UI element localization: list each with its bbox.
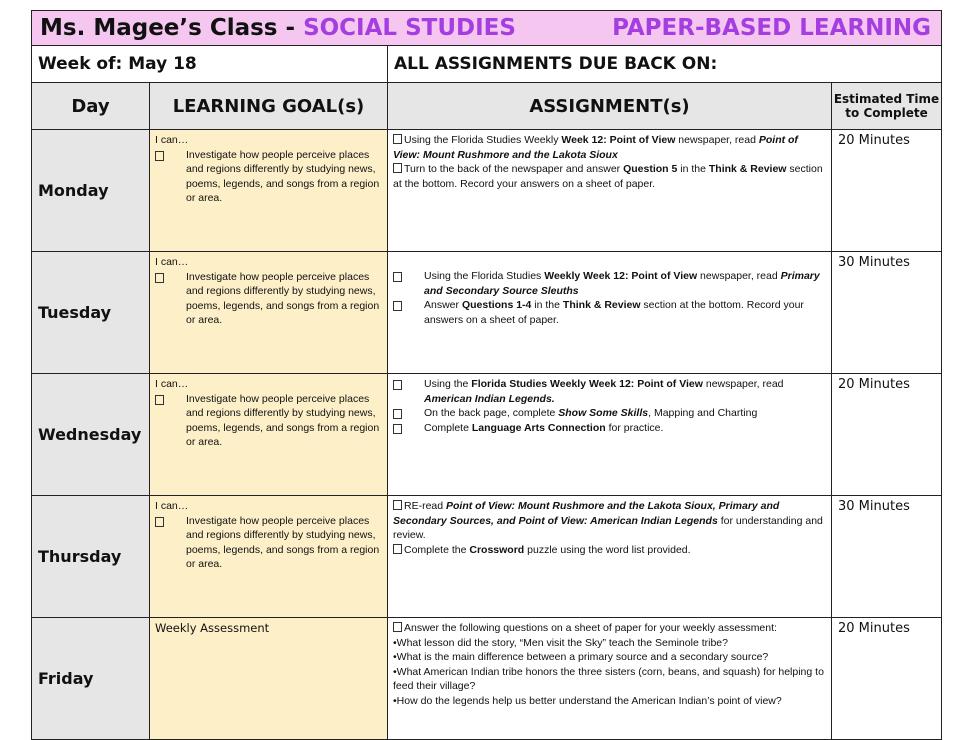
assignment-cell <box>388 252 832 374</box>
text: section at the bottom. Record your answers on a sheet of paper. <box>393 163 823 190</box>
week-of: Week of: May 18 <box>32 46 388 83</box>
text-bold: Florida Studies Weekly Week 12: Point of View <box>471 378 703 390</box>
learning-goal-cell <box>150 130 388 252</box>
assessment-question: •How do the legends help us better understand the American Indian’s point of view? <box>393 694 782 707</box>
text: in the <box>531 299 563 311</box>
checkbox-icon <box>155 517 164 527</box>
assignment-cell <box>388 496 832 618</box>
assignment-item <box>393 377 826 406</box>
assessment-question: •What American Indian tribe honors the three sisters (corn, beans, and squash) for helping to feed their village? <box>393 665 824 692</box>
info-row <box>32 46 942 83</box>
table-row-wednesday <box>32 374 942 496</box>
text: Turn to the back of the newspaper and answer <box>404 163 624 175</box>
text: On the back page, complete <box>424 407 559 419</box>
checkbox-icon <box>393 134 402 144</box>
assignment-cell <box>388 374 832 496</box>
day-label: Monday <box>32 130 150 252</box>
goal-intro: I can… <box>155 500 189 512</box>
text: newspaper, read <box>697 270 781 282</box>
checkbox-icon <box>393 301 402 311</box>
weekly-plan-table <box>31 10 942 740</box>
table-row-monday <box>32 130 942 252</box>
text: puzzle using the word list provided. <box>524 543 691 556</box>
estimated-time: 30 Minutes <box>832 496 942 618</box>
goal-text: Investigate how people perceive places and regions differently by studying news, poems, legends, and songs from a region or area. <box>186 270 380 326</box>
table-row-friday <box>32 618 942 740</box>
checkbox-icon <box>155 151 164 161</box>
assessment-question: •What lesson did the story, “Men visit the Sky” teach the Seminole tribe? <box>393 636 728 649</box>
reading-title: American Indian Legends. <box>424 392 555 405</box>
reading-title: Primary and Secondary Source Sleuths <box>424 270 820 297</box>
assignment-item <box>393 298 826 327</box>
estimated-time: 30 Minutes <box>832 252 942 374</box>
checkbox-icon <box>393 500 402 510</box>
day-label: Friday <box>32 618 150 740</box>
text-bold: Weekly Week 12: Point of View <box>544 270 698 282</box>
reading-title: Show Some Skills <box>558 407 649 419</box>
estimated-time: 20 Minutes <box>832 374 942 496</box>
estimated-time: 20 Minutes <box>832 618 942 740</box>
assignment-item <box>393 133 826 162</box>
learning-goal-cell <box>150 252 388 374</box>
text: Using the <box>424 378 472 390</box>
text: Complete <box>424 421 472 434</box>
text: RE-read <box>404 500 447 512</box>
text: for practice. <box>605 421 664 434</box>
lesson-plan-sheet <box>31 10 941 740</box>
checkbox-icon <box>393 424 402 434</box>
goal-item <box>155 148 382 206</box>
reading-title: Point of View: Mount Rushmore and the Lakota Sioux, Primary and Secondary Sources, and Point of View: American Indian Legends <box>393 500 780 527</box>
estimated-time: 20 Minutes <box>832 130 942 252</box>
learning-goal-cell: Weekly Assessment <box>150 618 388 740</box>
text: Using the Florida Studies Weekly <box>404 134 562 146</box>
assignment-item <box>393 421 826 436</box>
text: Using the Florida Studies <box>424 270 545 282</box>
learning-mode-title: PAPER-BASED LEARNING <box>612 15 932 41</box>
learning-goal-cell <box>150 374 388 496</box>
header-assignment: ASSIGNMENT(s) <box>388 83 832 130</box>
checkbox-icon <box>155 395 164 405</box>
text: Answer the following questions on a sheet of paper for your weekly assessment: <box>404 622 777 634</box>
header-estimated-time: Estimated Time to Complete <box>832 83 942 130</box>
header-learning-goal: LEARNING GOAL(s) <box>150 83 388 130</box>
checkbox-icon <box>393 622 402 632</box>
assignment-item <box>393 162 826 191</box>
page-title <box>40 15 933 41</box>
text: in the <box>677 163 709 175</box>
table-row-tuesday <box>32 252 942 374</box>
assignment-cell <box>388 618 832 740</box>
text-bold: Questions 1-4 <box>461 299 532 311</box>
due-back: ALL ASSIGNMENTS DUE BACK ON: <box>388 46 942 83</box>
text-bold: Question 5 <box>623 163 678 175</box>
checkbox-icon <box>393 272 402 282</box>
text-bold: Crossword <box>469 543 525 556</box>
header-day: Day <box>32 83 150 130</box>
goal-text: Investigate how people perceive places and regions differently by studying news, poems, legends, and songs from a region or area. <box>186 392 380 448</box>
checkbox-icon <box>393 163 402 173</box>
reading-title: Point of View: Mount Rushmore and the Lakota Sioux <box>393 134 798 161</box>
day-label: Wednesday <box>32 374 150 496</box>
text: Complete the <box>404 543 470 556</box>
assignment-item <box>393 543 826 558</box>
goal-item <box>155 514 382 572</box>
goal-intro: I can… <box>155 256 189 268</box>
checkbox-icon <box>393 409 402 419</box>
goal-item <box>155 392 382 450</box>
assessment-question: •What is the main difference between a primary source and a secondary source? <box>393 651 769 663</box>
assignment-cell <box>388 130 832 252</box>
assignment-item <box>393 621 826 636</box>
goal-item <box>155 270 382 328</box>
goal-text: Investigate how people perceive places and regions differently by studying news, poems, legends, and songs from a region or area. <box>186 148 380 204</box>
text: section at the bottom. Record your answers on a sheet of paper. <box>424 299 804 326</box>
text: , Mapping and Charting <box>648 407 758 419</box>
assignment-item <box>393 406 826 421</box>
text: Answer <box>424 299 462 311</box>
text: newspaper, read <box>702 378 784 390</box>
title-row <box>32 11 942 46</box>
text-bold: Week 12: Point of View <box>561 134 676 146</box>
teacher-class-name: Ms. Magee’s Class - <box>40 15 296 41</box>
subject-title: SOCIAL STUDIES <box>303 15 516 41</box>
goal-intro: I can… <box>155 378 189 390</box>
goal-intro: I can… <box>155 134 189 146</box>
day-label: Tuesday <box>32 252 150 374</box>
column-header-row <box>32 83 942 130</box>
assignment-item <box>393 499 826 543</box>
learning-goal-cell <box>150 496 388 618</box>
checkbox-icon <box>393 380 402 390</box>
title-cell <box>32 11 942 46</box>
checkbox-icon <box>393 544 402 554</box>
assignment-item <box>393 269 826 298</box>
text: newspaper, read <box>675 134 759 146</box>
text-bold: Think & Review <box>562 299 641 311</box>
text: for understanding and review. <box>393 514 823 541</box>
day-label: Thursday <box>32 496 150 618</box>
checkbox-icon <box>155 273 164 283</box>
goal-text: Investigate how people perceive places and regions differently by studying news, poems, legends, and songs from a region or area. <box>186 514 380 570</box>
text-bold: Language Arts Connection <box>471 421 606 434</box>
table-row-thursday <box>32 496 942 618</box>
text-bold: Think & Review <box>708 163 787 175</box>
